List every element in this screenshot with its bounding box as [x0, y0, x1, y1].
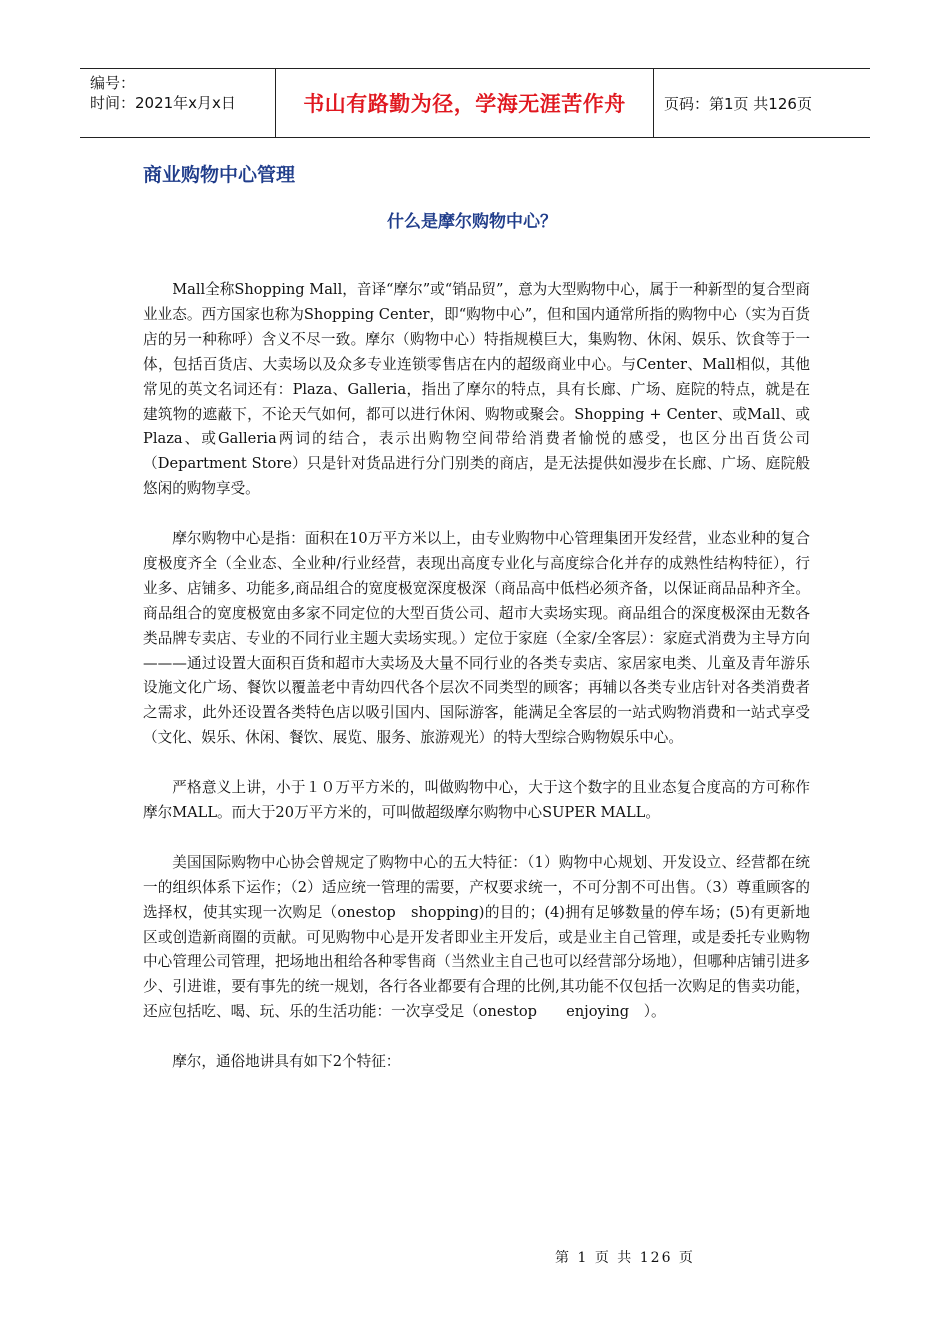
page-footer — [0, 1247, 950, 1267]
document-subtitle — [0, 207, 950, 232]
paragraph-2: 摩尔购物中心是指：面积在10万平方米以上，由专业购物中心管理集团开发经营，业态业种的复合度极度齐全（全业态、全业种/行业经营，表现出高度专业化与高度综合化并存的成熟性结构特征），行业多、店铺多、功能多,商品组合的宽度极宽深度极深（商品高中低档必须齐备，以保证商品品种齐全。商品组合的宽度极宽由多家不同定位的大型百货公司、超市大卖场实现。商品组合的深度极深由无数各类品牌专卖店、专业的不同行业主题大卖场实现。）定位于家庭（全家/全客层）：家庭式消费为主导方向———通过设置大面积百货和超市大卖场及大量不同行业的各类专卖店、家居家电类、儿童及青年游乐设施文化广场、餐饮以覆盖老中青幼四代各个层次不同类型的顾客；再辅以各类专业店针对各类消费者之需求，此外还设置各类特色店以吸引国内、国际游客，能满足全客层的一站式购物消费和一站式享受（文化、娱乐、休闲、餐饮、展览、服务、旅游观光）的特大型综合购物娱乐中心。 — [143, 530, 810, 747]
header-motto: 书山有路勤为径，学海无涯苦作舟 — [276, 69, 654, 137]
subtitle-text: 什么是摩尔购物中心？ — [387, 212, 557, 232]
paragraph-3: 严格意义上讲，小于１０万平方米的，叫做购物中心，大于这个数字的且业态复合度高的方可称作摩尔MALL。而大于20万平方米的，可叫做超级摩尔购物中心SUPER MALL。 — [143, 779, 810, 821]
document-title: 商业购物中心管理 — [143, 164, 296, 186]
document-body — [143, 278, 810, 1100]
header-meta — [80, 69, 276, 137]
paragraph-4: 美国国际购物中心协会曾规定了购物中心的五大特征：（1）购物中心规划、开发设立、经营都在统一的组织体系下运作；（2）适应统一管理的需要，产权要求统一，不可分割不可出售。（3）尊重顾客的选择权，使其实现一次购足（onestop shopping)的目的；(4)拥有足够数量的停车场；(5)有更新地区或创造新商圈的贡献。可见购物中心是开发者即业主开发后，或是业主自己管理，或是委托专业购物中心管理公司管理，把场地出租给各种零售商（当然业主自己也可以经营部分场地），但哪种店铺引进多少、引进谁，要有事先的统一规划，各行各业都要有合理的比例,其功能不仅包括一次购足的售卖功能，还应包括吃、喝、玩、乐的生活功能：一次享受足（onestop enjoying ）。 — [143, 853, 810, 1021]
number-label: 编号： — [90, 74, 136, 92]
paragraph-5: 摩尔，通俗地讲具有如下2个特征： — [172, 1053, 401, 1071]
time-label: 时间：2021年x月x日 — [90, 94, 236, 112]
footer-page-number: 第 1 页 共 126 页 — [555, 1250, 695, 1266]
paragraph-1: Mall全称Shopping Mall，音译“摩尔”或“销品贸”，意为大型购物中心，属于一种新型的复合型商业业态。西方国家也称为Shopping Center，即“购物中心”，但和国内通常所指的购物中心（实为百货店的另一种称呼）含义不尽一致。摩尔（购物中心）特指规模巨大，集购物、休闲、娱乐、饮食等于一体，包括百货店、大卖场以及众多专业连锁零售店在内的超级商业中心。与Center、Mall相似，其他常见的英文名词还有：Plaza、Galleria，指出了摩尔的特点，具有长廊、广场、庭院的特点，就是在建筑物的遮蔽下，不论天气如何，都可以进行休闲、购物或聚会。Shopping + Center、或Mall、或Plaza、或Galleria两词的结合，表示出购物空间带给消费者愉悦的感受，也区分出百货公司（Department Store）只是针对货品进行分门别类的商店，是无法提供如漫步在长廊、广场、庭院般悠闲的购物享受。 — [143, 281, 810, 498]
header-page-info: 页码：第1页 共126页 — [664, 94, 812, 113]
document-header — [80, 68, 870, 138]
